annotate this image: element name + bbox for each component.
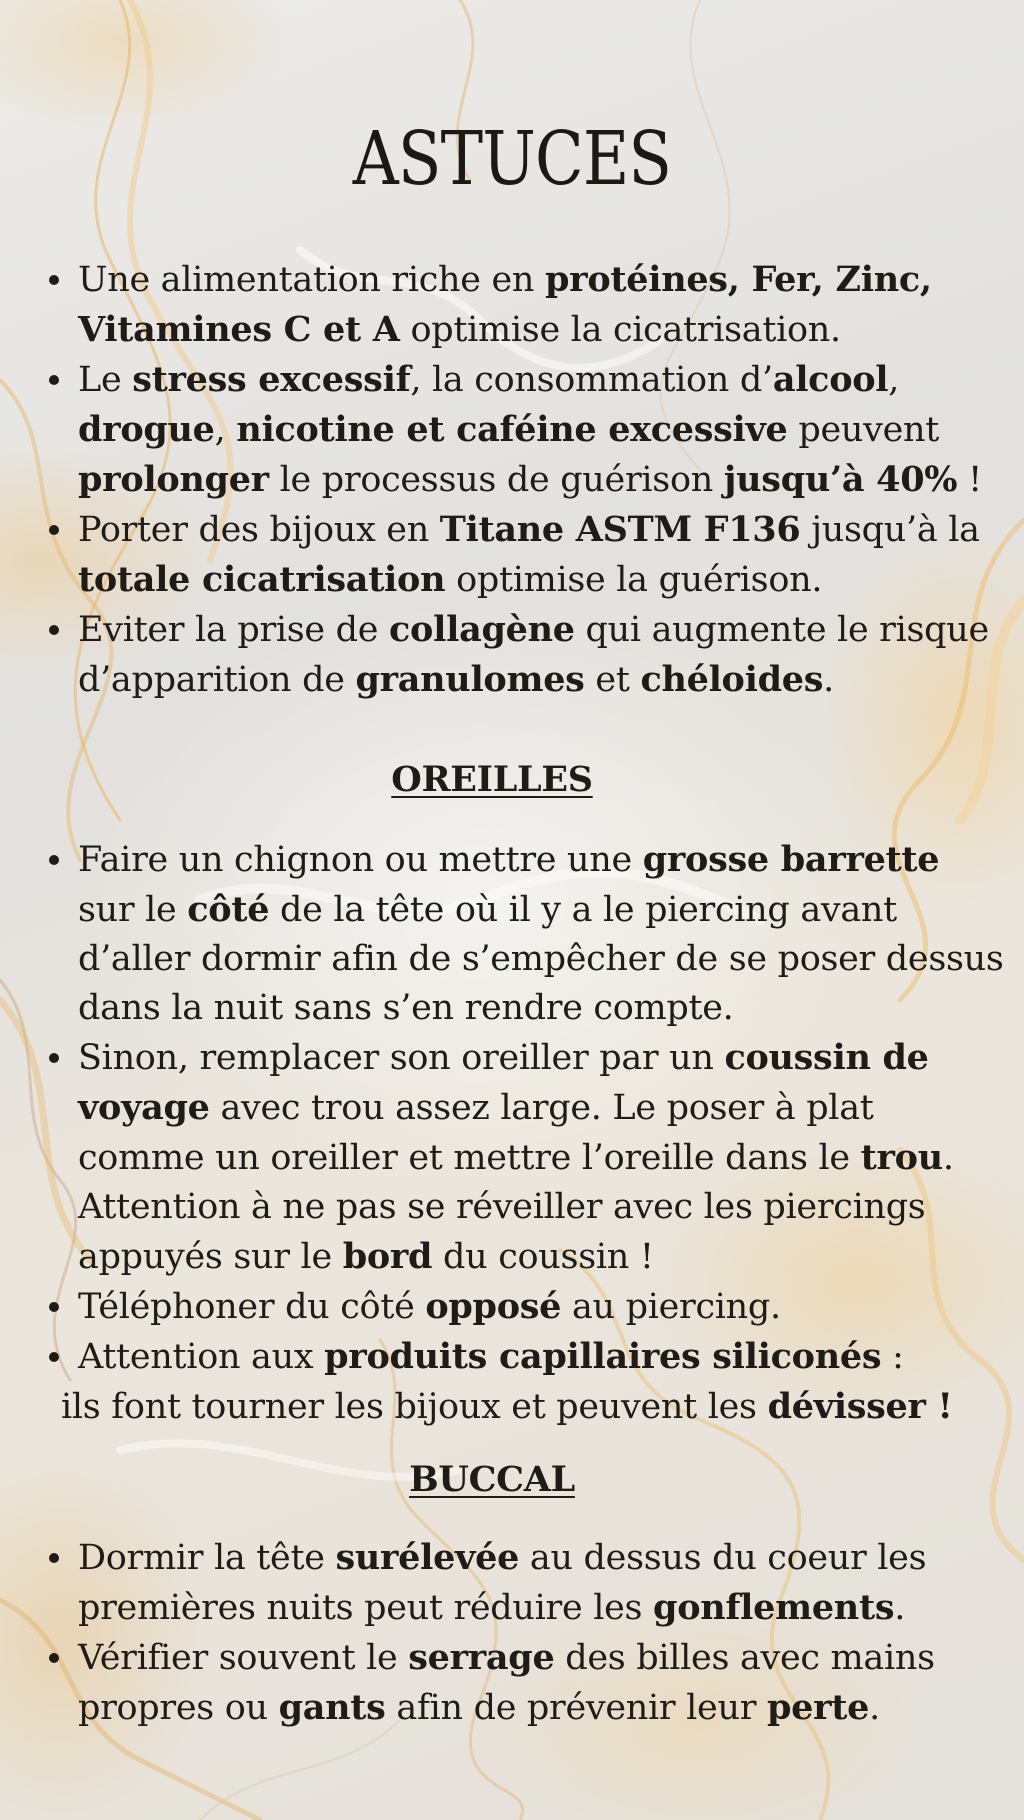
emphasized-text: gants	[278, 1687, 386, 1728]
tip-text: Attention aux	[78, 1337, 325, 1377]
emphasized-text: gonflements	[653, 1587, 895, 1628]
tip-text: qui augmente le risque d’apparition de	[78, 610, 989, 700]
tip-text: Eviter la prise de	[78, 610, 390, 650]
tip-item	[44, 1332, 1004, 1432]
tip-line	[78, 1337, 904, 1377]
tip-text: Vérifier souvent le	[78, 1638, 409, 1678]
tip-text: Dormir la tête	[78, 1538, 336, 1578]
emphasized-text: stress excessif	[132, 359, 411, 400]
tip-item	[44, 605, 1004, 705]
tip-text: Une alimentation riche en	[78, 260, 545, 300]
tip-text: ils font tourner les bijoux et peuvent les	[61, 1387, 768, 1427]
tip-item	[44, 505, 1004, 605]
emphasized-text: bord	[342, 1236, 433, 1277]
tip-item	[44, 1533, 1004, 1633]
tip-text: jusqu’à la	[800, 510, 980, 550]
tip-text: , la consommation d’	[410, 360, 773, 400]
tip-text: ,	[888, 360, 900, 400]
tip-text: optimise la guérison.	[445, 560, 823, 600]
emphasized-text: trou	[860, 1137, 943, 1178]
tip-text: :	[881, 1337, 904, 1377]
emphasized-text: côté	[187, 889, 270, 930]
tip-item	[44, 1033, 1004, 1282]
tip-text: !	[957, 460, 982, 500]
emphasized-text: chéloides	[640, 659, 824, 700]
emphasized-text: dévisser !	[767, 1386, 953, 1427]
emphasized-text: perte	[766, 1687, 870, 1728]
tip-text: Téléphoner du côté	[78, 1287, 426, 1327]
tip-text: du coussin !	[432, 1237, 654, 1277]
emphasized-text: opposé	[425, 1286, 562, 1327]
tip-text: sur le	[78, 890, 188, 930]
section-heading-buccal: BUCCAL	[409, 1459, 575, 1500]
tip-text: au dessus du coeur les premières nuits peut réduire les	[78, 1538, 927, 1628]
tip-text: le processus de guérison	[268, 460, 724, 500]
tip-text: Faire un chignon ou mettre une	[78, 840, 643, 880]
tip-text: peuvent	[787, 410, 940, 450]
emphasized-text: drogue	[78, 409, 215, 450]
emphasized-text: jusqu’à 40%	[723, 459, 958, 500]
tip-line	[61, 1382, 1004, 1432]
tip-text: .	[869, 1688, 880, 1728]
oreilles-tips-list	[44, 835, 1004, 1432]
tip-item	[44, 355, 1004, 505]
tip-text: Le	[78, 360, 133, 400]
tip-text: afin de prévenir leur	[385, 1688, 767, 1728]
tip-text: .	[894, 1588, 906, 1628]
emphasized-text: protéines, Fer, Zinc, Vitamines C et A	[78, 259, 932, 350]
page-title: ASTUCES	[352, 116, 672, 202]
tip-item	[44, 835, 1004, 1033]
tip-text: optimise la cicatrisation.	[399, 310, 841, 350]
tip-text: et	[584, 660, 641, 700]
tip-item	[44, 1633, 1004, 1733]
tip-text: Sinon, remplacer son oreiller par un	[78, 1038, 725, 1078]
tip-text: de la tête où il y a le piercing avant d’aller dormir afin de s’empêcher de se poser dessus dans la nuit sans s’en rendre compte.	[78, 890, 1004, 1028]
emphasized-text: serrage	[408, 1637, 555, 1678]
tip-item	[44, 1282, 1004, 1332]
emphasized-text: totale cicatrisation	[78, 559, 446, 600]
tip-text: ,	[214, 410, 237, 450]
section-heading-oreilles: OREILLES	[391, 759, 593, 800]
tip-text: . Attention à ne pas se réveiller avec les piercings appuyés sur le	[78, 1138, 954, 1277]
emphasized-text: grosse barrette	[642, 839, 940, 880]
emphasized-text: collagène	[389, 609, 575, 650]
general-tips-list	[44, 255, 1004, 705]
emphasized-text: surélevée	[335, 1537, 520, 1578]
tip-item	[44, 255, 1004, 355]
tip-text: Porter des bijoux en	[78, 510, 440, 550]
buccal-tips-list	[44, 1533, 1004, 1733]
emphasized-text: prolonger	[78, 459, 269, 500]
emphasized-text: Titane ASTM F136	[439, 509, 801, 550]
tip-text: au piercing.	[561, 1287, 781, 1327]
emphasized-text: granulomes	[355, 659, 585, 700]
emphasized-text: alcool	[772, 359, 889, 400]
emphasized-text: coussin de voyage	[78, 1037, 929, 1128]
tip-text: avec trou assez large. Le poser à plat comme un oreiller et mettre l’oreille dans le	[78, 1088, 874, 1178]
emphasized-text: produits capillaires siliconés	[324, 1336, 882, 1377]
tip-text: des billes avec mains propres ou	[78, 1638, 935, 1728]
emphasized-text: nicotine et caféine excessive	[236, 409, 788, 450]
tip-text: .	[823, 660, 834, 700]
